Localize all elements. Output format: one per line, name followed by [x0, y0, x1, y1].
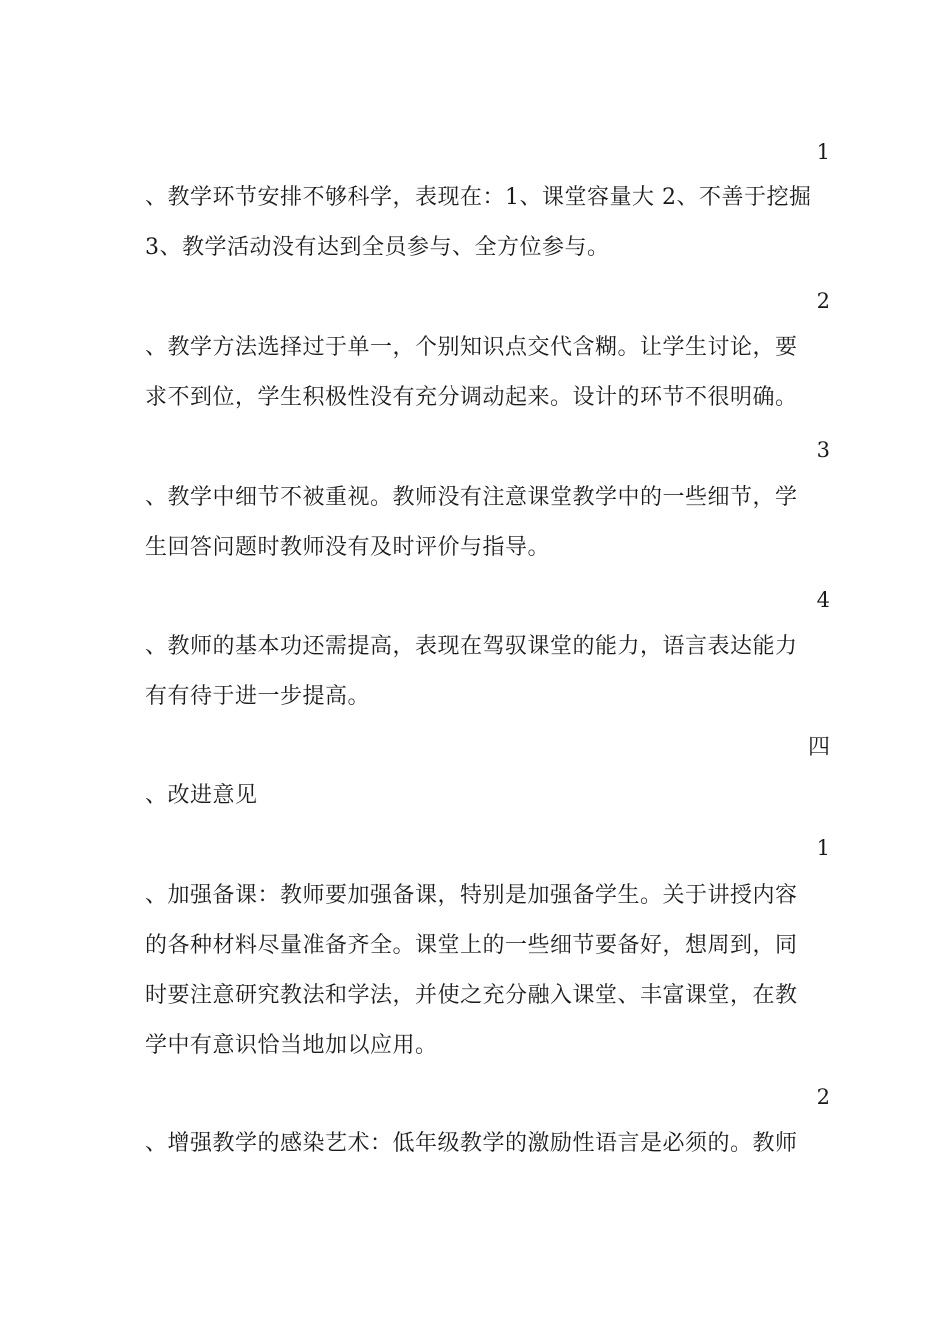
- paragraph-line: 有有待于进一步提高。: [145, 684, 371, 709]
- paragraph: [145, 473, 805, 573]
- paragraph: [145, 622, 805, 722]
- paragraph-line: 、改进意见: [145, 783, 258, 808]
- section-number: 2: [816, 1085, 830, 1109]
- paragraph-line: 学中有意识恰当地加以应用。: [145, 1033, 438, 1058]
- paragraph-line: 、教学环节安排不够科学，表现在：1、课堂容量大 2、不善于挖掘: [145, 185, 812, 210]
- paragraph-line: 的各种材料尽量准备齐全。课堂上的一些细节要备好，想周到，同: [145, 933, 798, 958]
- paragraph-line: 3、教学活动没有达到全员参与、全方位参与。: [145, 235, 610, 260]
- paragraph-line: 求不到位，学生积极性没有充分调动起来。设计的环节不很明确。: [145, 385, 798, 410]
- section-number: 1: [816, 140, 830, 164]
- paragraph-line: 、教学方法选择过于单一，个别知识点交代含糊。让学生讨论，要: [145, 335, 798, 360]
- section-number: 1: [816, 836, 830, 860]
- paragraph: [145, 323, 805, 423]
- section-number: 2: [816, 289, 830, 313]
- paragraph-line: 、教学中细节不被重视。教师没有注意课堂教学中的一些细节，学: [145, 485, 798, 510]
- paragraph-line: 时要注意研究教法和学法，并使之充分融入课堂、丰富课堂，在教: [145, 983, 798, 1008]
- paragraph: [145, 173, 812, 273]
- section-number: 3: [816, 438, 830, 462]
- section-number: 4: [816, 588, 830, 612]
- paragraph-line: 、教师的基本功还需提高，表现在驾驭课堂的能力，语言表达能力: [145, 634, 798, 659]
- paragraph: [145, 871, 805, 1071]
- paragraph-line: 、加强备课：教师要加强备课，特别是加强备学生。关于讲授内容: [145, 883, 798, 908]
- paragraph-line: 生回答问题时教师没有及时评价与指导。: [145, 535, 551, 560]
- paragraph: [145, 1119, 805, 1169]
- paragraph-line: 、增强教学的感染艺术：低年级教学的激励性语言是必须的。教师: [145, 1131, 798, 1156]
- section-number: 四: [807, 735, 830, 760]
- section-heading: [145, 771, 805, 821]
